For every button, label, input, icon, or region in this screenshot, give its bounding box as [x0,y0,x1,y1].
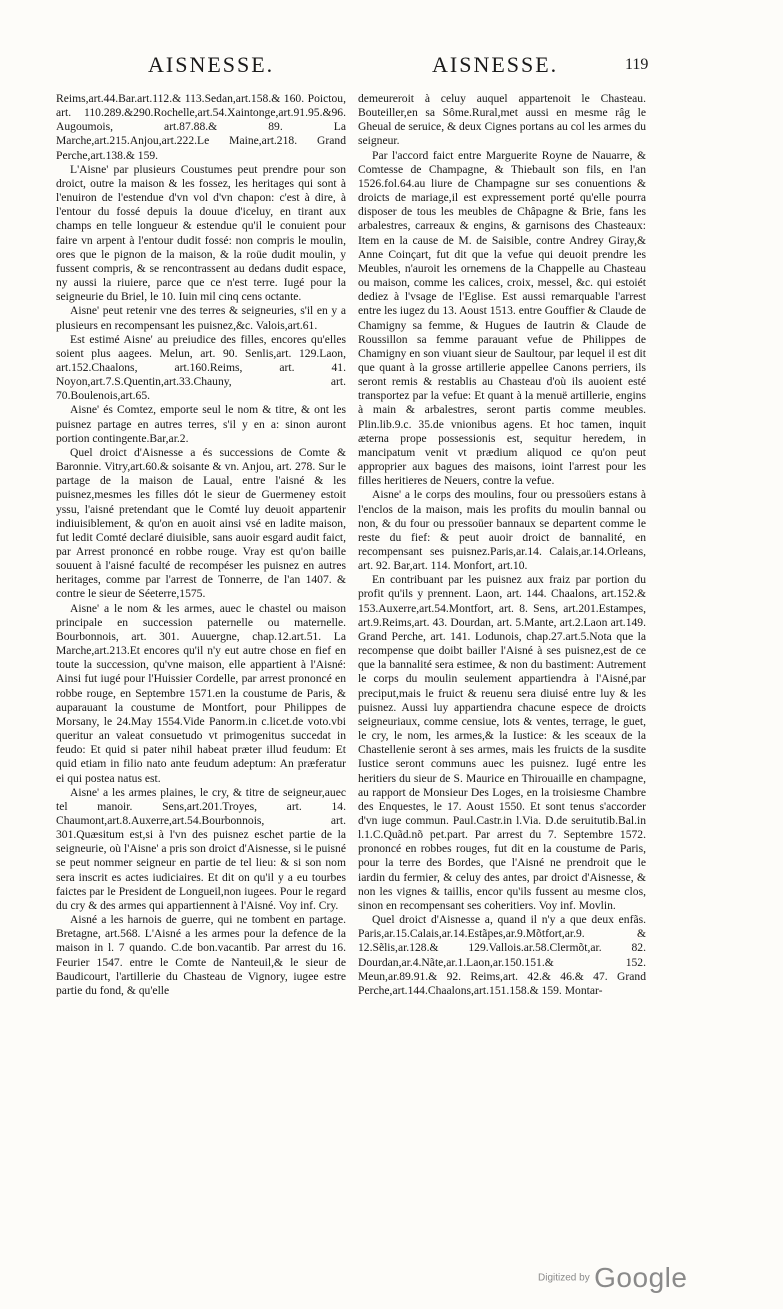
running-head-left: AISNESSE. [148,52,275,77]
page-number: 119 [625,56,649,73]
paragraph: En contribuant par les puisnez aux fraiz par portion du profit qu'ils y prennent. Laon, art. 144. Chaalons, art.152.& 153.Auxerre,art.54.Montfort, art. 8. Sens, art.201.Estampes, art.9.Reims,art. 43. Dourdan, art. 5.Mante, art.2.Laon art.149. Grand Perche, art. 141. Lodunois, chap.27.art.5.Nota que la recompense que doibt bailler l'Aisné à ses puisnez,est de ce que la bannalité sera estimee, & non du bastiment: Autrement le corps du moulin seulement appartiendra à l'Aisné,par preciput,mais le fruict & reuenu sera diuisé entre luy & les puisnez. Aussi luy appartiendra chacune espece de droicts seigneuriaux, comme censiue, lots & ventes, terrage, le guet, le cry, le nom, les armes,& la Iustice: & les sceaux de la Chastellenie seront à ses armes, mais les fruicts de la susdite Iustice seront communs auec les puisnez. Iugé entre les heritiers du sieur de S. Maurice en Thirouaille en champagne, au rapport de Monsieur Des Loges, en la troisiesme Chambre des Enquestes, le 17. Aoust 1550. Et sont tenus s'accorder d'vn iuge commun. Paul.Castr.in l.Via. D.de seruitutib.Bal.in l.1.C.Quãd.nõ pet.part. Par arrest du 7. Septembre 1572. prononcé en robbes rouges, fut dit en la coustume de Paris, pour la terre des Bordes, que l'Aisné ne prendroit que le iardin du fermier, & celuy des antes, par droict d'Aisnesse, & non les vignes & taillis, encor qu'ils fussent au mesme clos, sinon en recompensant ses coheritiers. Voy inf. Movlin. [358,573,646,912]
watermark-prefix: Digitized by [538,1272,590,1284]
paragraph: Aisné a les harnois de guerre, qui ne tombent en partage. Bretagne, art.568. L'Aisné a les armes pour la defence de la maison in l. 7 quando. C.de bon.vacantib. Par arrest du 16. Feurier 1547. entre le Comte de Nanteuil,& le sieur de Baudicourt, l'artillerie du Chasteau de Vignory, iugee estre partie du fond, & qu'elle [56,913,346,997]
paragraph: Quel droict d'Aisnesse a és successions de Comte & Baronnie. Vitry,art.60.& soisante & vn. Anjou, art. 278. Sur le partage de la maison de Laual, entre l'aisné & les puisnez,mesmes les filles dót le sieur de Guermeney estoit yssu, l'aisné pretendant que le Comté luy deuoit appartenir indiuisiblement, & qu'on en auoit ainsi vsé en ladite maison, fut ledit Comté declaré diuisible, sans auoir esgard audit faict, par Arrest prononcé en robbe rouge. Vray est qu'on baille souuent à l'aisné faculté de recompéser les puisnez en autres heritages, comme par l'arrest de Tonnerre, de l'an 1407. & contre le sieur de Séeterre,1575. [56,445,346,601]
paragraph: Aisne' peut retenir vne des terres & seigneuries, s'il en y a plusieurs en recompensant les puisnez,&c. Valois,art.61. [56,304,346,332]
right-column [358,92,646,1252]
google-watermark [538,1262,687,1294]
paragraph: L'Aisne' par plusieurs Coustumes peut prendre pour son droict, outre la maison & les fossez, les heritages qui sont à l'enuiron de l'estendue d'vn vol d'vn chapon: c'est à dire, à l'entour du fossé depuis la douue d'iceluy, en tirant aux champs en telle longueur & estendue qu'il le conuient pour faire vn arpent à l'entour dudit fossé: non compris le moulin, ores que le pignon de la maison, & la roüe dudit moulin, y fussent compris, & se rencontrassent au dedans dudit espace, ny aussi la riuiere, parce que ce n'est terre. Iugé pour la seigneurie du Briel, le 10. Iuin mil cinq cens octante. [56,162,346,304]
google-logo: Google [594,1262,688,1293]
paragraph: Par l'accord faict entre Marguerite Royne de Nauarre, & Comtesse de Champagne, & Thiebault son fils, en l'an 1526.fol.64.au liure de Champagne sur ses conuentions & droicts de mariage,il est expressement porté qu'elle pourra disposer de tous les meubles de Châpagne & Brie, fans les arbalestres, carreaux & engins, & garnisons des Chasteaux: Item en la cause de M. de Saisible, contre Andrey Giray,& Anne Coinçart, fut dit que la vefue qui deuoit prendre les Meubles, n'auroit les ornemens de la Chappelle au Chasteau ou maison, comme les calices, croix, messel, &c. qui estoiét dediez à l'vsage de l'Eglise. Est aussi remarquable l'arrest entre les iugez du 13. Aoust 1513. entre Gouffier & Claude de Chamigny sa femme, & Hugues de Iautrin & Claude de Roussillon sa femme parauant vefue de Philippes de Chamigny en son viuant sieur de Saultour, par lequel il est dit que quant à la grosse artillerie appellee Canons perriers, ils seront remis & restablis au Chasteau d'où ils auoient esté transportez par la vefue: Et quant à la menuë artillerie, engins à main & arbalestres, seront partis comme meubles. Plin.lib.9.c. 35.de vnionibus agens. Et hoc tamen, inquit æterna prope possessionis est, sequitur heredem, in mancipatum venit vt prædium aliquod ce qu'on peut approprier aux bagues des maisons, ioint l'arrest pour les filles heritieres de Neuers, contre la vefue. [358,148,646,488]
paragraph: Aisne' a les armes plaines, le cry, & titre de seigneur,auec tel manoir. Sens,art.201.Troyes, art. 14. Chaumont,art.8.Auxerre,art.54.Bourbonnois, art. 301.Quæsitum est,si à l'vn des puisnez eschet partie de la seigneurie, où l'Aisne' a pris son droict d'Aisnesse, si le puisné se peut nommer seigneur en partie de tel lieu: & si son nom sera inscrit es actes iudiciaires. Et dit on qu'il y a eu tourbes faictes par le President de Longueil,non iugees. Pour le regard du cry & des armes qui appartiennent à l'Aisné. Voy inf. Cry. [56,785,346,912]
paragraph: Aisne' a le nom & les armes, auec le chastel ou maison principale en succession paternelle ou maternelle. Bourbonnois, art. 301. Auuergne, chap.12.art.51. La Marche,art.213.Et encores qu'il n'y eut autre chose en fief en toute la succession, qu'vne maison, elle appartient à l'Aisné: Ainsi fut iugé pour l'Huissier Cordelle, par arrest prononcé en robbe rouge, en Septembre 1571.en la coustume de Paris, & auparauant la coustume de Montfort, pour Philippes de Morsany, le 24.May 1554.Vide Panorm.in c.licet.de voto.vbi queritur an valeat consuetudo vt primogenitus succedat in feudo: Et quid si pater nihil habeat præter illud feudum: Et quid etiam in filio nato ante feudum adeptum: An præferatur ei qui postea natus est. [56,601,346,785]
paragraph: Aisne' a le corps des moulins, four ou pressoüers estans à l'enclos de la maison, mais les profits du moulin bannal ou non, & du four ou pressoüer bannaux se departent comme le reste du fief: & peut auoir droict de bannalité, en recompensant ses puisnez.Paris,ar.14. Calais,ar.14.Orleans, art. 92. Bar,art. 114. Monfort, art.10. [358,488,646,573]
paragraph: demeureroit à celuy auquel appartenoit le Chasteau. Bouteiller,en sa Sôme.Rural,met aussi en mesme râg le Gheual de seruice, & deux Cignes portans au col les armes du seigneur. [358,92,646,148]
paragraph: Quel droict d'Aisnesse a, quand il n'y a que deux enfãs. Paris,ar.15.Calais,ar.14.Estãpes,ar.9.Mõtfort,ar.9. & 12.Sẽlis,ar.128.& 129.Vallois.ar.58.Clermõt,ar. 82. Dourdan,ar.4.Nãte,ar.1.Laon,ar.150.151.& 152. Meun,ar.89.91.& 92. Reims,art. 42.& 46.& 47. Grand Perche,art.144.Chaalons,art.151.158.& 159. Montar- [358,913,646,997]
paragraph: Aisne' és Comtez, emporte seul le nom & titre, & ont les puisnez partage en autres terres, s'il y en a: sinon auront portion contingente.Bar,ar.2. [56,403,346,445]
running-head-right: AISNESSE. [432,52,559,77]
left-column [56,92,346,1252]
paragraph: Reims,art.44.Bar.art.112.& 113.Sedan,art.158.& 160. Poictou, art. 110.289.&290.Rochelle,art.54.Xaintonge,art.91.95.&96. Augoumois, art.87.88.& 89. La Marche,art.215.Anjou,art.222.Le Maine,art.218. Grand Perche,art.138.& 159. [56,92,346,162]
paragraph: Est estimé Aisne' au preiudice des filles, encores qu'elles soient plus aagees. Melun, art. 90. Senlis,art. 129.Laon, art.152.Chaalons, art.160.Reims, art. 41. Noyon,art.7.S.Quentin,art.33.Chauny, art. 70.Boulenois,art.65. [56,332,346,403]
